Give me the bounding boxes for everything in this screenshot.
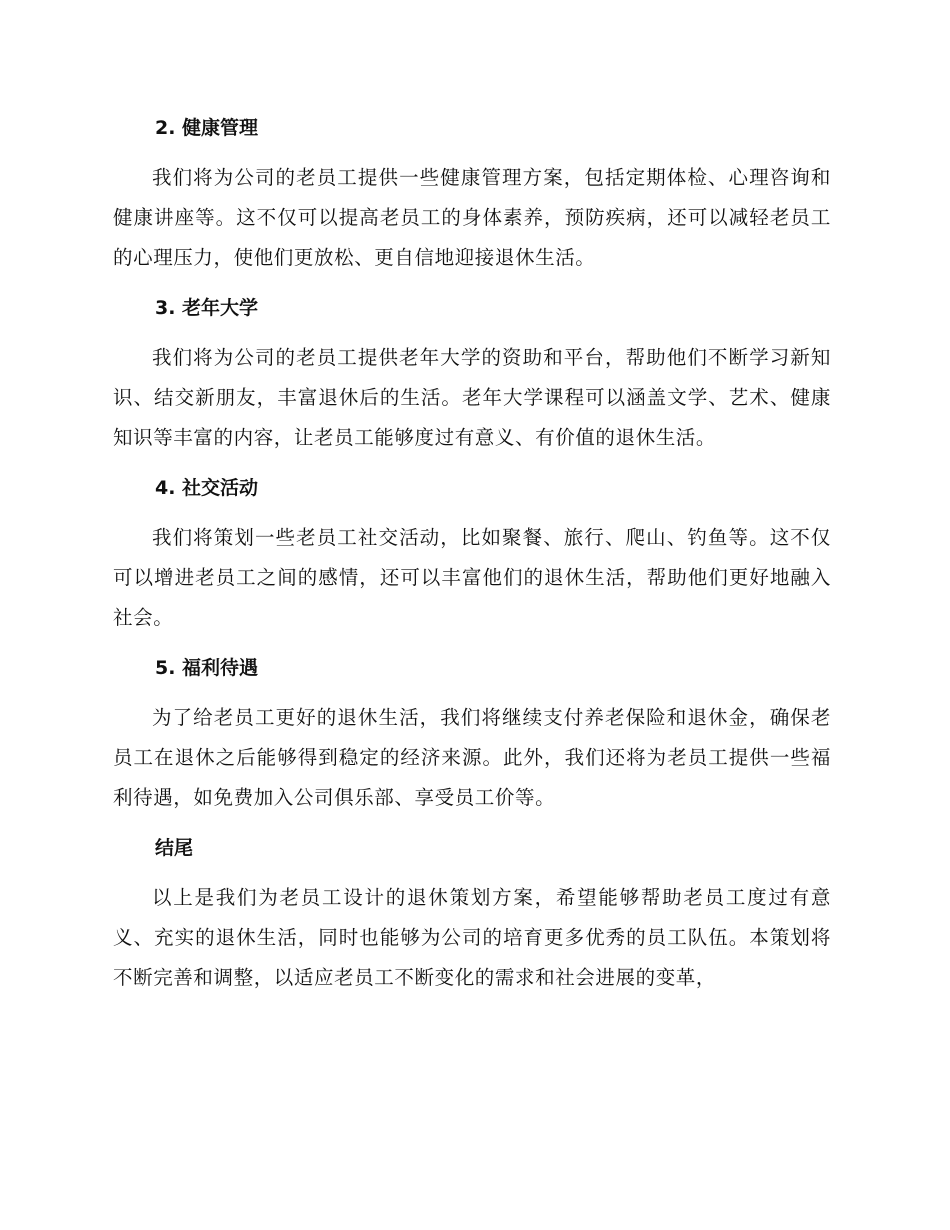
- section-body-benefits: 为了给老员工更好的退休生活，我们将继续支付养老保险和退休金，确保老员工在退休之后能够得到稳定的经济来源。此外，我们还将为老员工提供一些福利待遇，如免费加入公司俱乐部、享受员工价等。: [113, 706, 831, 809]
- section-heading-health: 2. 健康管理: [155, 117, 259, 139]
- section-heading-benefits: 5. 福利待遇: [155, 657, 259, 679]
- section-body-conclusion: 以上是我们为老员工设计的退休策划方案，希望能够帮助老员工度过有意义、充实的退休生活，同时也能够为公司的培育更多优秀的员工队伍。本策划将不断完善和调整，以适应老员工不断变化的需求和社会进展的变革，: [113, 886, 831, 989]
- document-content: [113, 108, 831, 1008]
- section-heading-social-activities: 4. 社交活动: [155, 477, 259, 499]
- section-body-health: 我们将为公司的老员工提供一些健康管理方案，包括定期体检、心理咨询和健康讲座等。这不仅可以提高老员工的身体素养，预防疾病，还可以减轻老员工的心理压力，使他们更放松、更自信地迎接退休生活。: [113, 166, 831, 269]
- section-heading-conclusion: 结尾: [155, 837, 194, 859]
- section-body-social-activities: 我们将策划一些老员工社交活动，比如聚餐、旅行、爬山、钓鱼等。这不仅可以增进老员工之间的感情，还可以丰富他们的退休生活，帮助他们更好地融入社会。: [113, 526, 831, 629]
- section-body-senior-university: 我们将为公司的老员工提供老年大学的资助和平台，帮助他们不断学习新知识、结交新朋友，丰富退休后的生活。老年大学课程可以涵盖文学、艺术、健康知识等丰富的内容，让老员工能够度过有意义、有价值的退休生活。: [113, 346, 831, 449]
- section-heading-senior-university: 3. 老年大学: [155, 297, 259, 319]
